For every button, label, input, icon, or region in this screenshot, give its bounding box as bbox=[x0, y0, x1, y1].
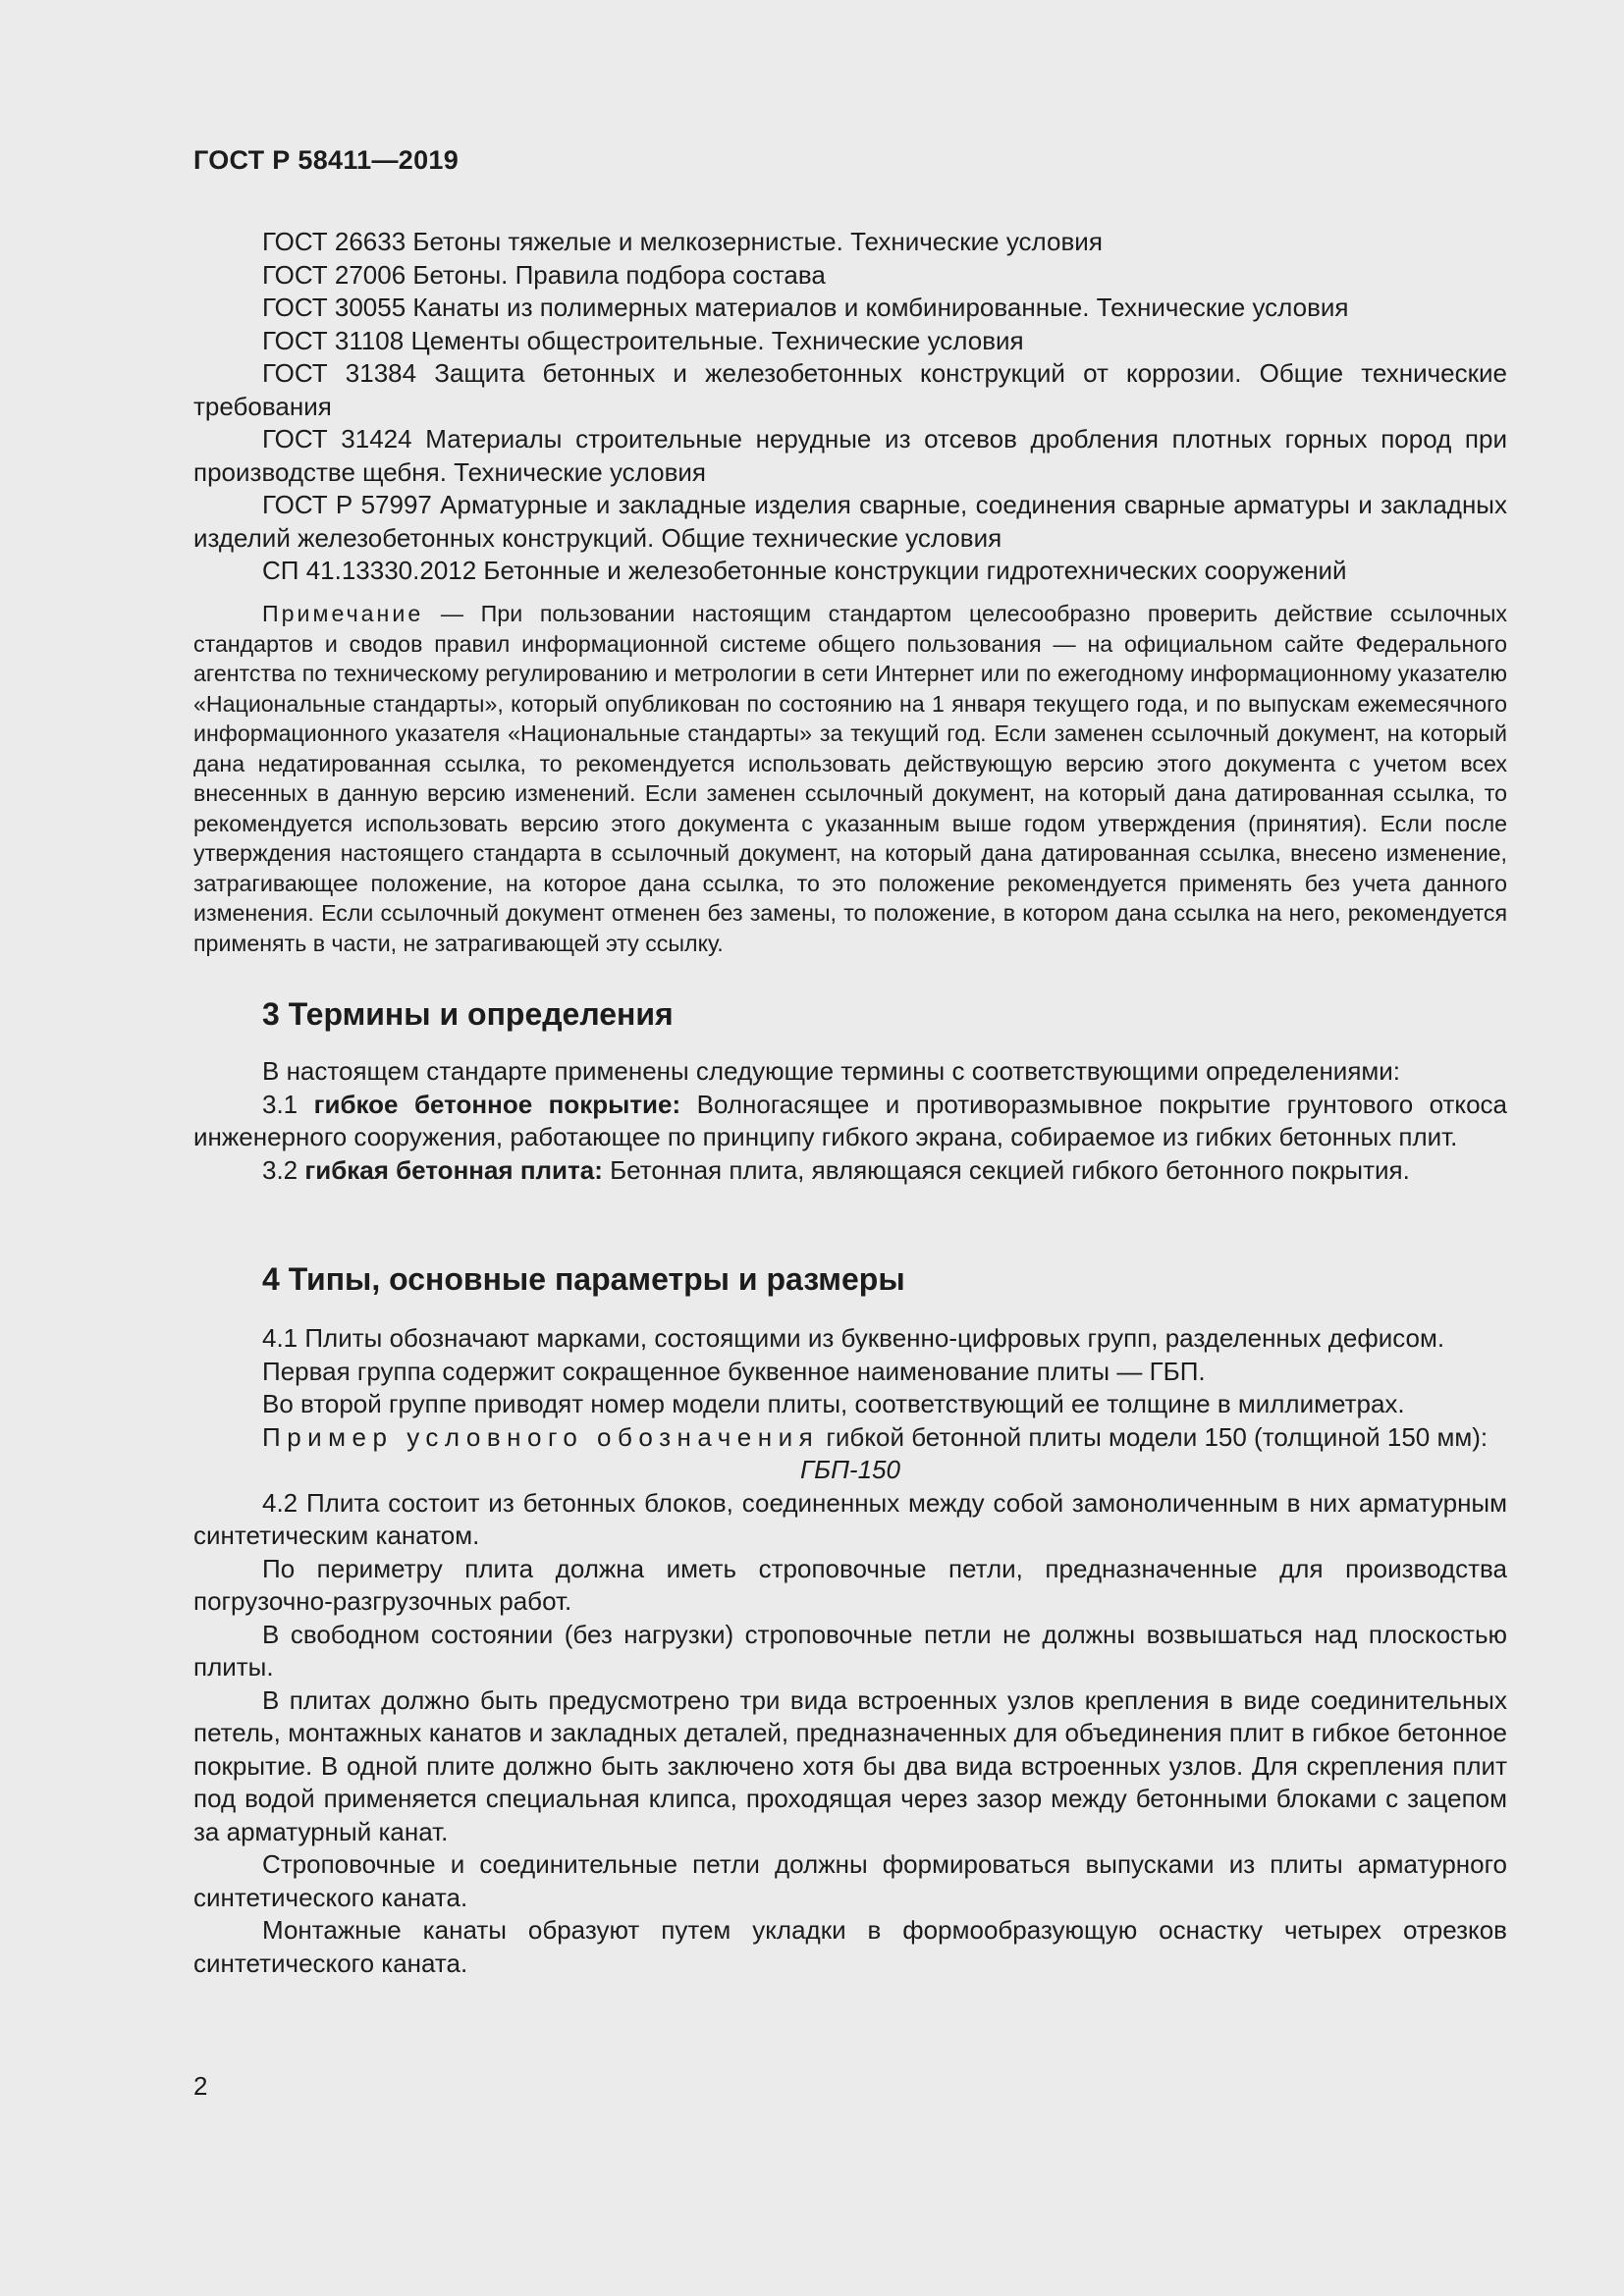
reference-item: ГОСТ 30055 Канаты из полимерных материалов и комбинированные. Технические условия bbox=[262, 293, 1349, 322]
document-code: ГОСТ Р 58411—2019 bbox=[193, 145, 460, 175]
paragraph: В плитах должно быть предусмотрено три вида встроенных узлов крепления в виде соединительных петель, монтажных канатов и закладных деталей, предназначенных для объединения плит в гибкое бетонное покрытие. В одной плите должно быть заключено хотя бы два вида встроенных узлов. Для скрепления плит под водой применяется специальная клипса, проходящая через зазор между бетонными блоками с зацепом за арматурный канат. bbox=[193, 1684, 1507, 1846]
note-paragraph bbox=[193, 599, 1507, 958]
note-block bbox=[193, 599, 1507, 958]
paragraph: По периметру плита должна иметь строповочные петли, предназначенные для производства погрузочно-разгрузочных работ. bbox=[193, 1553, 1507, 1616]
term-text: Волногасящее и противоразмывное покрытие грунтового откоса инженерного сооружения, работающее по принципу гибкого экрана, собираемое из гибких бетонных плит. bbox=[193, 1089, 1508, 1151]
reference-item: ГОСТ 31424 Материалы строительные нерудные из отсевов дробления плотных горных пород при производстве щебня. Технические условия bbox=[193, 424, 1507, 487]
reference-item: СП 41.13330.2012 Бетонные и железобетонные конструкции гидротехнических сооружений bbox=[262, 556, 1347, 585]
section-4-title: 4 Типы, основные параметры и размеры bbox=[262, 1261, 905, 1297]
example-paragraph bbox=[193, 1421, 1507, 1455]
term-definition bbox=[193, 1089, 1507, 1154]
reference-item: ГОСТ 31108 Цементы общестроительные. Технические условия bbox=[262, 325, 1024, 355]
example-designation: ГБП-150 bbox=[800, 1455, 900, 1484]
reference-item: ГОСТ 26633 Бетоны тяжелые и мелкозернистые. Технические условия bbox=[262, 227, 1103, 256]
paragraph: Первая группа содержит сокращенное буквенное наименование плиты — ГБП. bbox=[262, 1356, 1206, 1386]
section-3-title: 3 Термины и определения bbox=[262, 996, 674, 1032]
normative-references bbox=[193, 226, 1507, 588]
reference-item: ГОСТ Р 57997 Арматурные и закладные изделия сварные, соединения сварные арматуры и закладных изделий железобетонных конструкций. Общие технические условия bbox=[193, 490, 1507, 553]
paragraph: Во второй группе приводят номер модели плиты, соответствующий ее толщине в миллиметрах. bbox=[262, 1389, 1405, 1418]
term-name: гибкая бетонная плита: bbox=[304, 1154, 603, 1185]
paragraph: Строповочные и соединительные петли должны формироваться выпусками из плиты арматурного синтетического каната. bbox=[193, 1849, 1507, 1912]
paragraph: 4.1 Плиты обозначают марками, состоящими из буквенно-цифровых групп, разделенных дефисом. bbox=[262, 1323, 1445, 1353]
term-definition bbox=[193, 1154, 1507, 1188]
example-text: гибкой бетонной плиты модели 150 (толщиной 150 мм): bbox=[819, 1421, 1489, 1452]
section-4-body bbox=[193, 1322, 1507, 1980]
paragraph: В свободном состоянии (без нагрузки) строповочные петли не должны возвышаться над плоскостью плиты. bbox=[193, 1619, 1507, 1682]
term-name: гибкое бетонное покрытие: bbox=[313, 1089, 681, 1119]
term-number: 3.2 bbox=[262, 1154, 305, 1185]
section-3-intro: В настоящем стандарте применены следующие термины с соответствующими определениями: bbox=[262, 1056, 1401, 1086]
paragraph: Монтажные канаты образуют путем укладки в формообразующую оснастку четырех отрезков синтетического каната. bbox=[193, 1915, 1507, 1978]
note-text: — При пользовании настоящим стандартом целесообразно проверить действие ссылочных стандартов и сводов правил информационной системе общего пользования — на официальном сайте Федерального агентства по техническому регулированию и метрологии в сети Интернет или по ежегодному информационному указателю «Национальные стандарты», который опубликован по состоянию на 1 января текущего года, и по выпускам ежемесячного информационного указателя «Национальные стандарты» за текущий год. Если заменен ссылочный документ, на который дана недатированная ссылка, то рекомендуется использовать действующую версию этого документа с учетом всех внесенных в данную версию изменений. Если заменен ссылочный документ, на который дана датированная ссылка, то рекомендуется использовать версию этого документа с указанным выше годом утверждения (принятия). Если после утверждения настоящего стандарта в ссылочный документ, на который дана датированная ссылка, внесено изменение, затрагивающее положение, на которое дана ссылка, то это положение рекомендуется применять без учета данного изменения. Если ссылочный документ отменен без замены, то положение, в котором дана ссылка на него, рекомендуется применять в части, не затрагивающей эту ссылку. bbox=[193, 601, 1507, 956]
term-text: Бетонная плита, являющаяся секцией гибкого бетонного покрытия. bbox=[602, 1154, 1410, 1185]
paragraph: 4.2 Плита состоит из бетонных блоков, соединенных между собой замоноличенным в них арматурным синтетическим канатом. bbox=[193, 1487, 1507, 1550]
page-number: 2 bbox=[193, 2071, 208, 2101]
section-3-body bbox=[193, 1055, 1507, 1187]
example-label: Пример условного обозначения bbox=[262, 1421, 820, 1452]
reference-item: ГОСТ 27006 Бетоны. Правила подбора состава bbox=[262, 259, 826, 290]
term-number: 3.1 bbox=[262, 1089, 314, 1119]
note-label: Примечание bbox=[262, 601, 424, 626]
reference-item: ГОСТ 31384 Защита бетонных и железобетонных конструкций от коррозии. Общие технические требования bbox=[193, 358, 1507, 421]
